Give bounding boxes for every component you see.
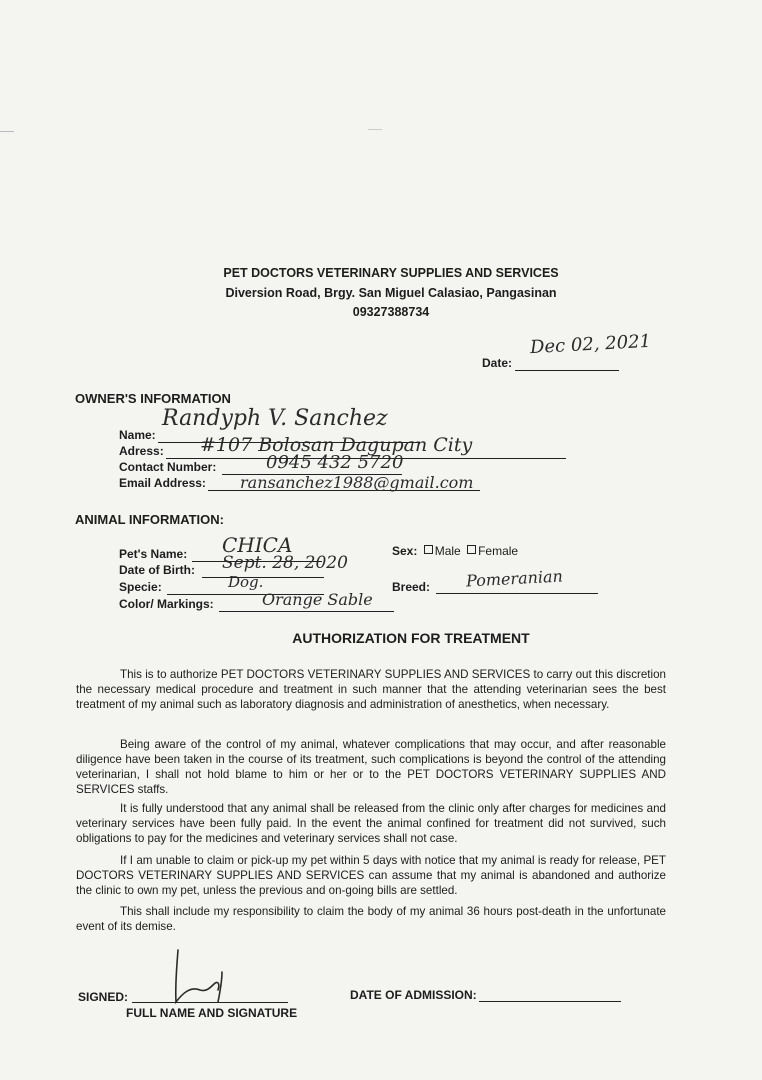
female-checkbox[interactable] [467, 545, 476, 554]
owner-contact-label: Contact Number: [119, 460, 217, 474]
owner-contact-value: 0945 432 5720 [266, 452, 404, 473]
owner-address-label: Adress: [119, 444, 164, 458]
clinic-address: Diversion Road, Brgy. San Miguel Calasiao, Pangasinan [225, 286, 557, 300]
date-line [515, 370, 619, 371]
clinic-phone: 09327388734 [352, 305, 430, 319]
scan-artifact-line [368, 129, 382, 130]
owner-address-value: #107 Bolosan Dagupan City [200, 434, 473, 456]
specie-label: Specie: [119, 580, 162, 594]
breed-label: Breed: [392, 580, 431, 594]
authorization-paragraph: Being aware of the control of my animal, whatever complications that may occur, and after reasonable diligence have been taken in the course of its treatment, such complications is beyond the control of the attending veterinarian, I shall not hold blame to him or her or to the PET DOCTORS VETERINARY SUPPLIES AND SERVICES staffs. [76, 738, 666, 796]
date-label: Date: [482, 356, 513, 370]
specie-value: Dog. [228, 573, 264, 591]
male-checkbox[interactable] [424, 545, 433, 554]
sex-label: Sex: [392, 544, 418, 558]
admission-date-line [479, 1001, 621, 1002]
animal-section-title: ANIMAL INFORMATION: [75, 512, 224, 527]
dob-label: Date of Birth: [119, 563, 195, 577]
owner-name-label: Name: [119, 428, 156, 442]
female-label: Female [478, 544, 519, 558]
admission-date-label: DATE OF ADMISSION: [350, 988, 477, 1002]
authorization-paragraph: If I am unable to claim or pick-up my pet within 5 days with notice that my animal is ready for release, PET DOCTORS VETERINARY SUPPLIES AND SERVICES can assume that my animal is abandoned and authorize the clinic to own my pet, unless the previous and on-going bills are settled. [76, 854, 666, 897]
date-value: Dec 02, 2021 [529, 330, 652, 359]
owner-email-label: Email Address: [119, 476, 206, 490]
authorization-paragraph: This shall include my responsibility to claim the body of my animal 36 hours post-death in the unfortunate event of its demise. [76, 905, 666, 933]
color-label: Color/ Markings: [119, 597, 214, 611]
handwritten-signature [160, 944, 240, 1014]
clinic-name: PET DOCTORS VETERINARY SUPPLIES AND SERVICES [223, 266, 559, 280]
pet-name-label: Pet's Name: [119, 547, 188, 561]
authorization-paragraph: It is fully understood that any animal shall be released from the clinic only after charges for medicines and veterinary services have been fully paid. In the event the animal confined for treatment did not survived, such obligations to pay for the medicines and veterinary services shall not case. [76, 802, 666, 845]
signed-label: SIGNED: [78, 990, 129, 1004]
scan-artifact-line [0, 131, 14, 132]
owner-section-title: OWNER'S INFORMATION [75, 391, 231, 406]
breed-value: Pomeranian [465, 566, 564, 591]
authorization-title: AUTHORIZATION FOR TREATMENT [292, 630, 530, 646]
pet-name-value: CHICA [222, 533, 293, 557]
authorization-paragraph: This is to authorize PET DOCTORS VETERINARY SUPPLIES AND SERVICES to carry out this discretion the necessary medical procedure and treatment in such manner that the attending veterinarian sees the best treatment of my animal such as laboratory diagnosis and administration of anesthetics, when necessary. [76, 668, 666, 711]
dob-value: Sept. 28, 2020 [222, 553, 348, 573]
sex-field [392, 544, 518, 558]
owner-name-value: Randyph V. Sanchez [162, 406, 388, 431]
owner-email-value: ransanchez1988@gmail.com [240, 473, 474, 492]
color-line [219, 611, 394, 612]
male-label: Male [434, 544, 461, 558]
signature-caption: FULL NAME AND SIGNATURE [126, 1006, 298, 1020]
breed-line [436, 593, 598, 594]
color-value: Orange Sable [262, 590, 373, 609]
